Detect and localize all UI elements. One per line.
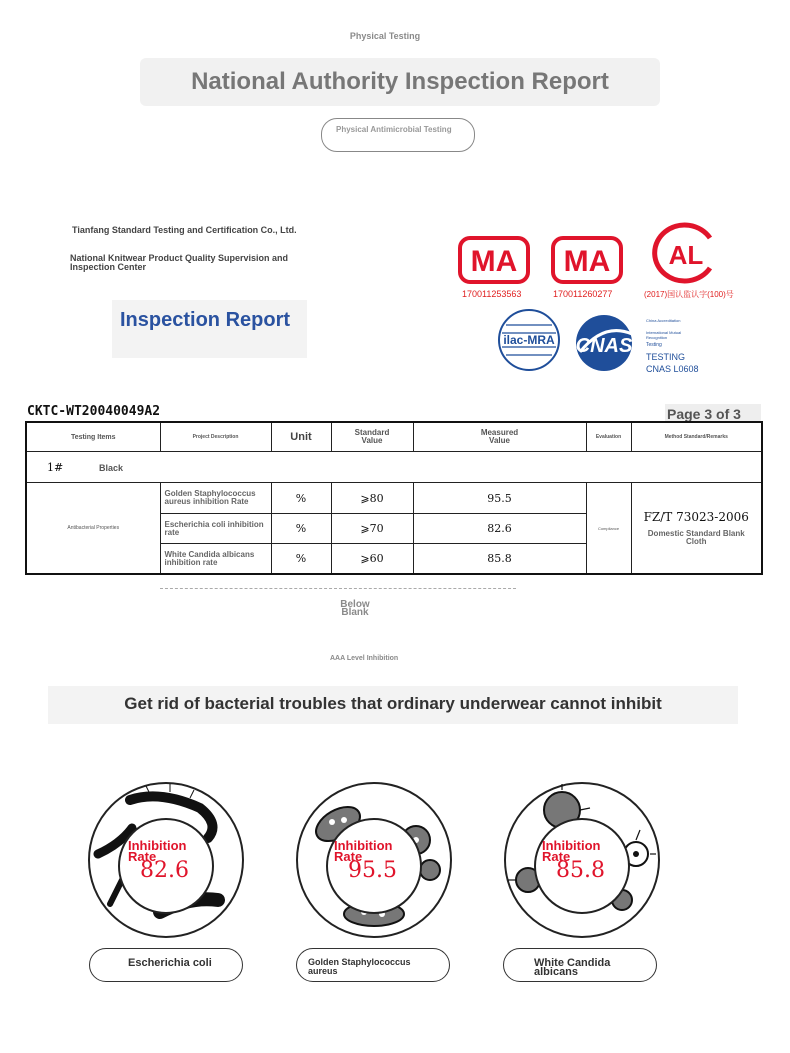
standard-cell: ⩾70 — [331, 514, 413, 544]
header-standard-value: Standard Value — [331, 422, 413, 452]
cma-2-number: 170011260277 — [553, 289, 613, 299]
doc-type-title: Inspection Report — [120, 309, 291, 331]
testing-type-label: Physical Antimicrobial Testing — [336, 125, 452, 134]
item-cell: Escherichia coli inhibition rate — [160, 514, 271, 544]
evaluation-cell: Compliance — [586, 483, 631, 575]
testing-type-pill — [321, 118, 475, 152]
cma-1-number: 170011253563 — [462, 289, 522, 299]
page-number: Page 3 of 3 — [667, 406, 741, 422]
report-number: CKTC-WT20040049A2 — [27, 404, 161, 419]
header-unit: Unit — [271, 422, 331, 452]
svg-text:MA: MA — [563, 245, 611, 278]
svg-text:MA: MA — [470, 245, 518, 278]
cal-logo-icon — [652, 222, 718, 284]
ecoli-inhibition-value: 82.6 — [140, 858, 189, 883]
ecoli-inhibition-label: Inhibition Rate — [128, 838, 187, 864]
measured-cell: 95.5 — [413, 483, 586, 514]
sample-number: 1# — [47, 460, 64, 474]
divider — [160, 588, 516, 589]
header-evaluation: Evaluation — [586, 422, 631, 452]
unit-cell: % — [271, 544, 331, 575]
aaa-level-label: AAA Level Inhibition — [330, 655, 399, 662]
measured-cell: 82.6 — [413, 514, 586, 544]
unit-cell: % — [271, 514, 331, 544]
category-cell: Antibacterial Properties — [26, 483, 160, 575]
standard-cell: ⩾60 — [331, 544, 413, 575]
top-label: Physical Testing — [349, 31, 421, 41]
cnas-small-1: China Accreditation — [646, 318, 681, 323]
sample-row — [26, 452, 762, 483]
svg-text:CNAS: CNAS — [575, 335, 633, 357]
staph-inhibition-value: 95.5 — [348, 858, 397, 883]
item-cell: Golden Staphylococcus aureus inhibition Rate — [160, 483, 271, 514]
cnas-testing: Testing — [646, 342, 662, 348]
header-measured-value: Measured Value — [413, 422, 586, 452]
slogan: Get rid of bacterial troubles that ordinary underwear cannot inhibit — [124, 694, 662, 713]
svg-text:ilac-MRA: ilac-MRA — [503, 333, 555, 347]
page-title: National Authority Inspection Report — [191, 68, 609, 95]
header-project-description: Project Description — [160, 422, 271, 452]
method-cell — [631, 483, 762, 575]
company-name: Tianfang Standard Testing and Certification Co., Ltd. — [72, 225, 297, 235]
candida-inhibition-label: Inhibition Rate — [542, 838, 601, 864]
cma-logo-1-icon — [458, 236, 530, 284]
results-table — [25, 421, 763, 575]
candida-name: White Candida albicans — [534, 957, 611, 978]
header-method: Method Standard/Remarks — [631, 422, 762, 452]
method-standard: FZ/T 73023-2006 — [643, 510, 749, 524]
staph-inhibition-label: Inhibition Rate — [334, 838, 393, 864]
below-blank-label: Below Blank — [340, 599, 370, 618]
center-name: National Knitwear Product Quality Supervision and Inspection Center — [70, 253, 289, 272]
measured-cell: 85.8 — [413, 544, 586, 575]
svg-text:AL: AL — [668, 240, 704, 270]
item-cell: White Candida albicans inhibition rate — [160, 544, 271, 575]
table-header-row — [26, 422, 762, 452]
cal-number: (2017)国认监认字(100)号 — [644, 290, 734, 299]
method-note: Domestic Standard Blank Cloth — [647, 529, 745, 546]
cnas-small-2: International Mutual Recognition — [646, 330, 682, 340]
cnas-testing-caps: TESTING — [646, 352, 686, 362]
header-testing-items: Testing Items — [26, 422, 160, 452]
table-row — [26, 483, 762, 514]
candida-inhibition-value: 85.8 — [556, 858, 605, 883]
ilac-mra-logo-icon — [496, 303, 562, 377]
cnas-code: CNAS L0608 — [646, 364, 699, 374]
standard-cell: ⩾80 — [331, 483, 413, 514]
cma-logo-2-icon — [551, 236, 623, 284]
cnas-logo-icon — [568, 312, 642, 374]
sample-color: Black — [98, 462, 123, 473]
unit-cell: % — [271, 483, 331, 514]
staph-name: Golden Staphylococcus aureus — [308, 957, 411, 976]
ecoli-name: Escherichia coli — [128, 957, 212, 969]
